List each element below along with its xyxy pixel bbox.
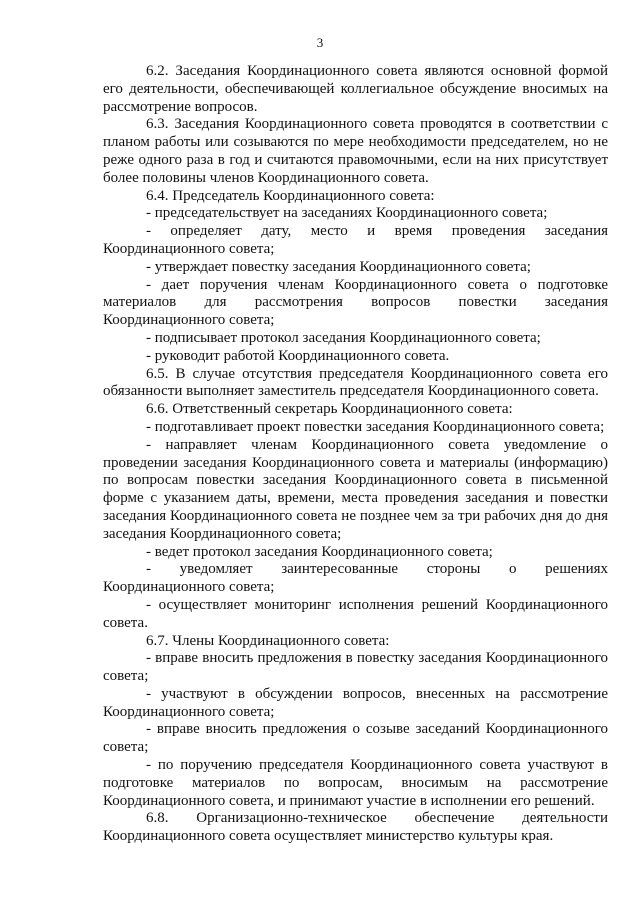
paragraph-6-6: 6.6. Ответственный секретарь Координационного совета: — [146, 401, 513, 418]
document-body — [103, 63, 608, 846]
list-item: - вправе вносить предложения в повестку заседания Координационного совета; — [103, 650, 608, 685]
list-item: - подготавливает проект повестки заседания Координационного совета; — [146, 418, 605, 435]
list-item: - утверждает повестку заседания Координационного совета; — [146, 258, 531, 275]
list-item: - участвуют в обсуждении вопросов, внесенных на рассмотрение Координационного совета; — [103, 685, 608, 720]
list-item: - дает поручения членам Координационного совета о подготовке материалов для рассмотрения вопросов повестки заседания Координационного совета; — [103, 276, 608, 329]
list-item: - вправе вносить предложения о созыве заседаний Координационного совета; — [103, 721, 608, 756]
paragraph-6-8: 6.8. Организационно-техническое обеспечение деятельности Координационного совета осуществляет министерство культуры края. — [103, 810, 608, 845]
page-number: 3 — [316, 35, 324, 50]
list-item: - председательствует на заседаниях Координационного совета; — [146, 205, 548, 222]
paragraph-6-7: 6.7. Члены Координационного совета: — [146, 632, 390, 649]
list-item: - осуществляет мониторинг исполнения решений Координационного совета. — [103, 596, 608, 631]
list-item: - руководит работой Координационного совета. — [146, 347, 450, 364]
list-item: - направляет членам Координационного совета уведомление о проведении заседания Координационного совета и материалы (информацию) по вопросам повестки заседания Координационного совета в письменной форме с указанием даты, времени, места проведения заседания и повестки заседания Координационного совета не позднее чем за три рабочих дня до дня заседания Координационного совета; — [103, 436, 608, 542]
list-item: - по поручению председателя Координационного совета участвуют в подготовке материалов по вопросам, вносимым на рассмотрение Координационного совета, и принимают участие в исполнении его решений. — [103, 757, 608, 809]
list-item: - определяет дату, место и время проведения заседания Координационного совета; — [103, 223, 608, 257]
paragraph-6-5: 6.5. В случае отсутствия председателя Координационного совета его обязанности выполняет заместитель председателя Координационного совета. — [103, 365, 608, 400]
paragraph-6-2: 6.2. Заседания Координационного совета являются основной формой его деятельности, обеспечивающей коллегиальное обсуждение вносимых на рассмотрение вопросов. — [103, 63, 608, 115]
paragraph-6-3: 6.3. Заседания Координационного совета проводятся в соответствии с планом работы или созываются по мере необходимости председателем, но не реже одного раза в год и считаются правомочными, если на них присутствует более половины членов Координационного совета. — [103, 116, 608, 186]
list-item: - ведет протокол заседания Координационного совета; — [146, 543, 493, 560]
paragraph-6-4: 6.4. Председатель Координационного совета: — [146, 187, 435, 204]
list-item: - подписывает протокол заседания Координационного совета; — [146, 329, 541, 346]
list-item: - уведомляет заинтересованные стороны о решениях Координационного совета; — [103, 561, 608, 596]
